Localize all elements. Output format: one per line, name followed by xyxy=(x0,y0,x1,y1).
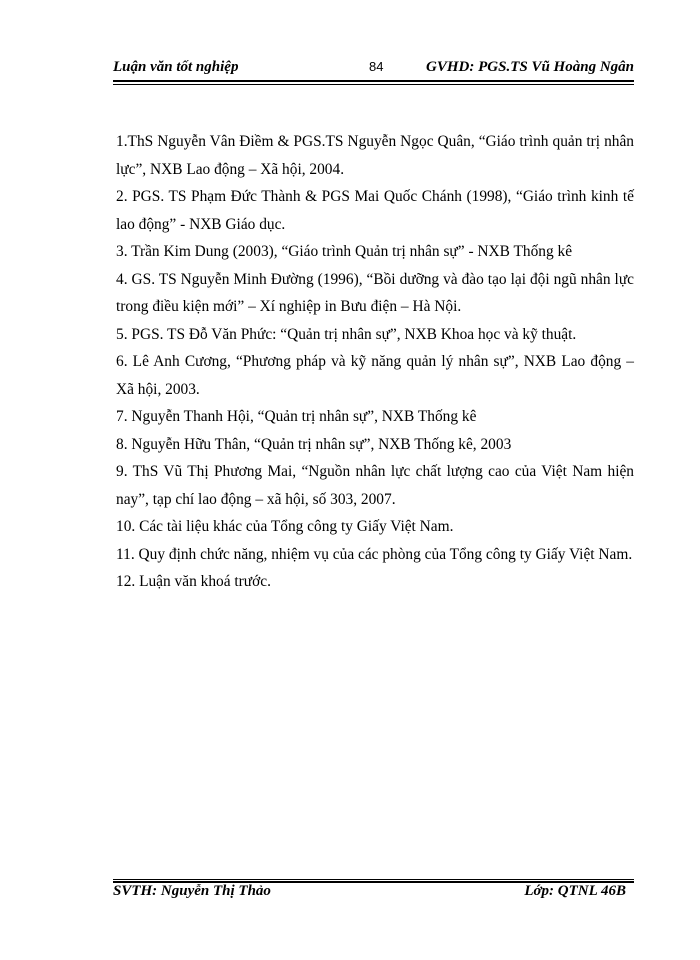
thesis-title: Luận văn tốt nghiệp xyxy=(113,59,239,75)
reference-item: 3. Trần Kim Dung (2003), “Giáo trình Quản trị nhân sự” - NXB Thống kê xyxy=(116,243,573,260)
reference-item: 7. Nguyễn Thanh Hội, “Quản trị nhân sự”, NXB Thống kê xyxy=(116,408,477,425)
page-footer xyxy=(113,883,634,905)
reference-item: 2. PGS. TS Phạm Đức Thành & PGS Mai Quốc Chánh (1998), “Giáo trình kinh tế lao động” - NXB Giáo dục. xyxy=(116,188,634,233)
reference-item: 1.ThS Nguyễn Vân Điềm & PGS.TS Nguyễn Ngọc Quân, “Giáo trình quản trị nhân lực”, NXB Lao động – Xã hội, 2004. xyxy=(116,133,634,178)
reference-item: 8. Nguyễn Hữu Thân, “Quản trị nhân sự”, NXB Thống kê, 2003 xyxy=(116,435,512,453)
header-rule-thick xyxy=(113,80,634,82)
header-rule-thin xyxy=(113,84,634,85)
reference-item: 5. PGS. TS Đỗ Văn Phức: “Quản trị nhân sự”, NXB Khoa học và kỹ thuật. xyxy=(116,325,577,343)
reference-item: 4. GS. TS Nguyễn Minh Đường (1996), “Bồi dưỡng và đào tạo lại đội ngũ nhân lực trong điều kiện mới” – Xí nghiệp in Bưu điện – Hà Nội. xyxy=(116,270,634,315)
supervisor-label: GVHD: PGS.TS Vũ Hoàng Ngân xyxy=(426,59,634,75)
student-name: SVTH: Nguyễn Thị Thảo xyxy=(113,883,271,899)
class-label: Lớp: QTNL 46B xyxy=(524,883,626,899)
reference-item: 12. Luận văn khoá trước. xyxy=(116,573,271,590)
reference-item: 10. Các tài liệu khác của Tổng công ty Giấy Việt Nam. xyxy=(116,518,454,535)
reference-list xyxy=(116,128,634,596)
page-number: 84 xyxy=(369,59,384,74)
footer-rule-thin xyxy=(113,879,634,880)
page-header xyxy=(113,58,634,80)
reference-item: 6. Lê Anh Cương, “Phương pháp và kỹ năng quản lý nhân sự”, NXB Lao động – Xã hội, 2003. xyxy=(116,353,634,398)
reference-item: 9. ThS Vũ Thị Phương Mai, “Nguồn nhân lực chất lượng cao của Việt Nam hiện nay”, tạp chí lao động – xã hội, số 303, 2007. xyxy=(116,463,634,508)
reference-item: 11. Quy định chức năng, nhiệm vụ của các phòng của Tổng công ty Giấy Việt Nam. xyxy=(116,545,633,563)
